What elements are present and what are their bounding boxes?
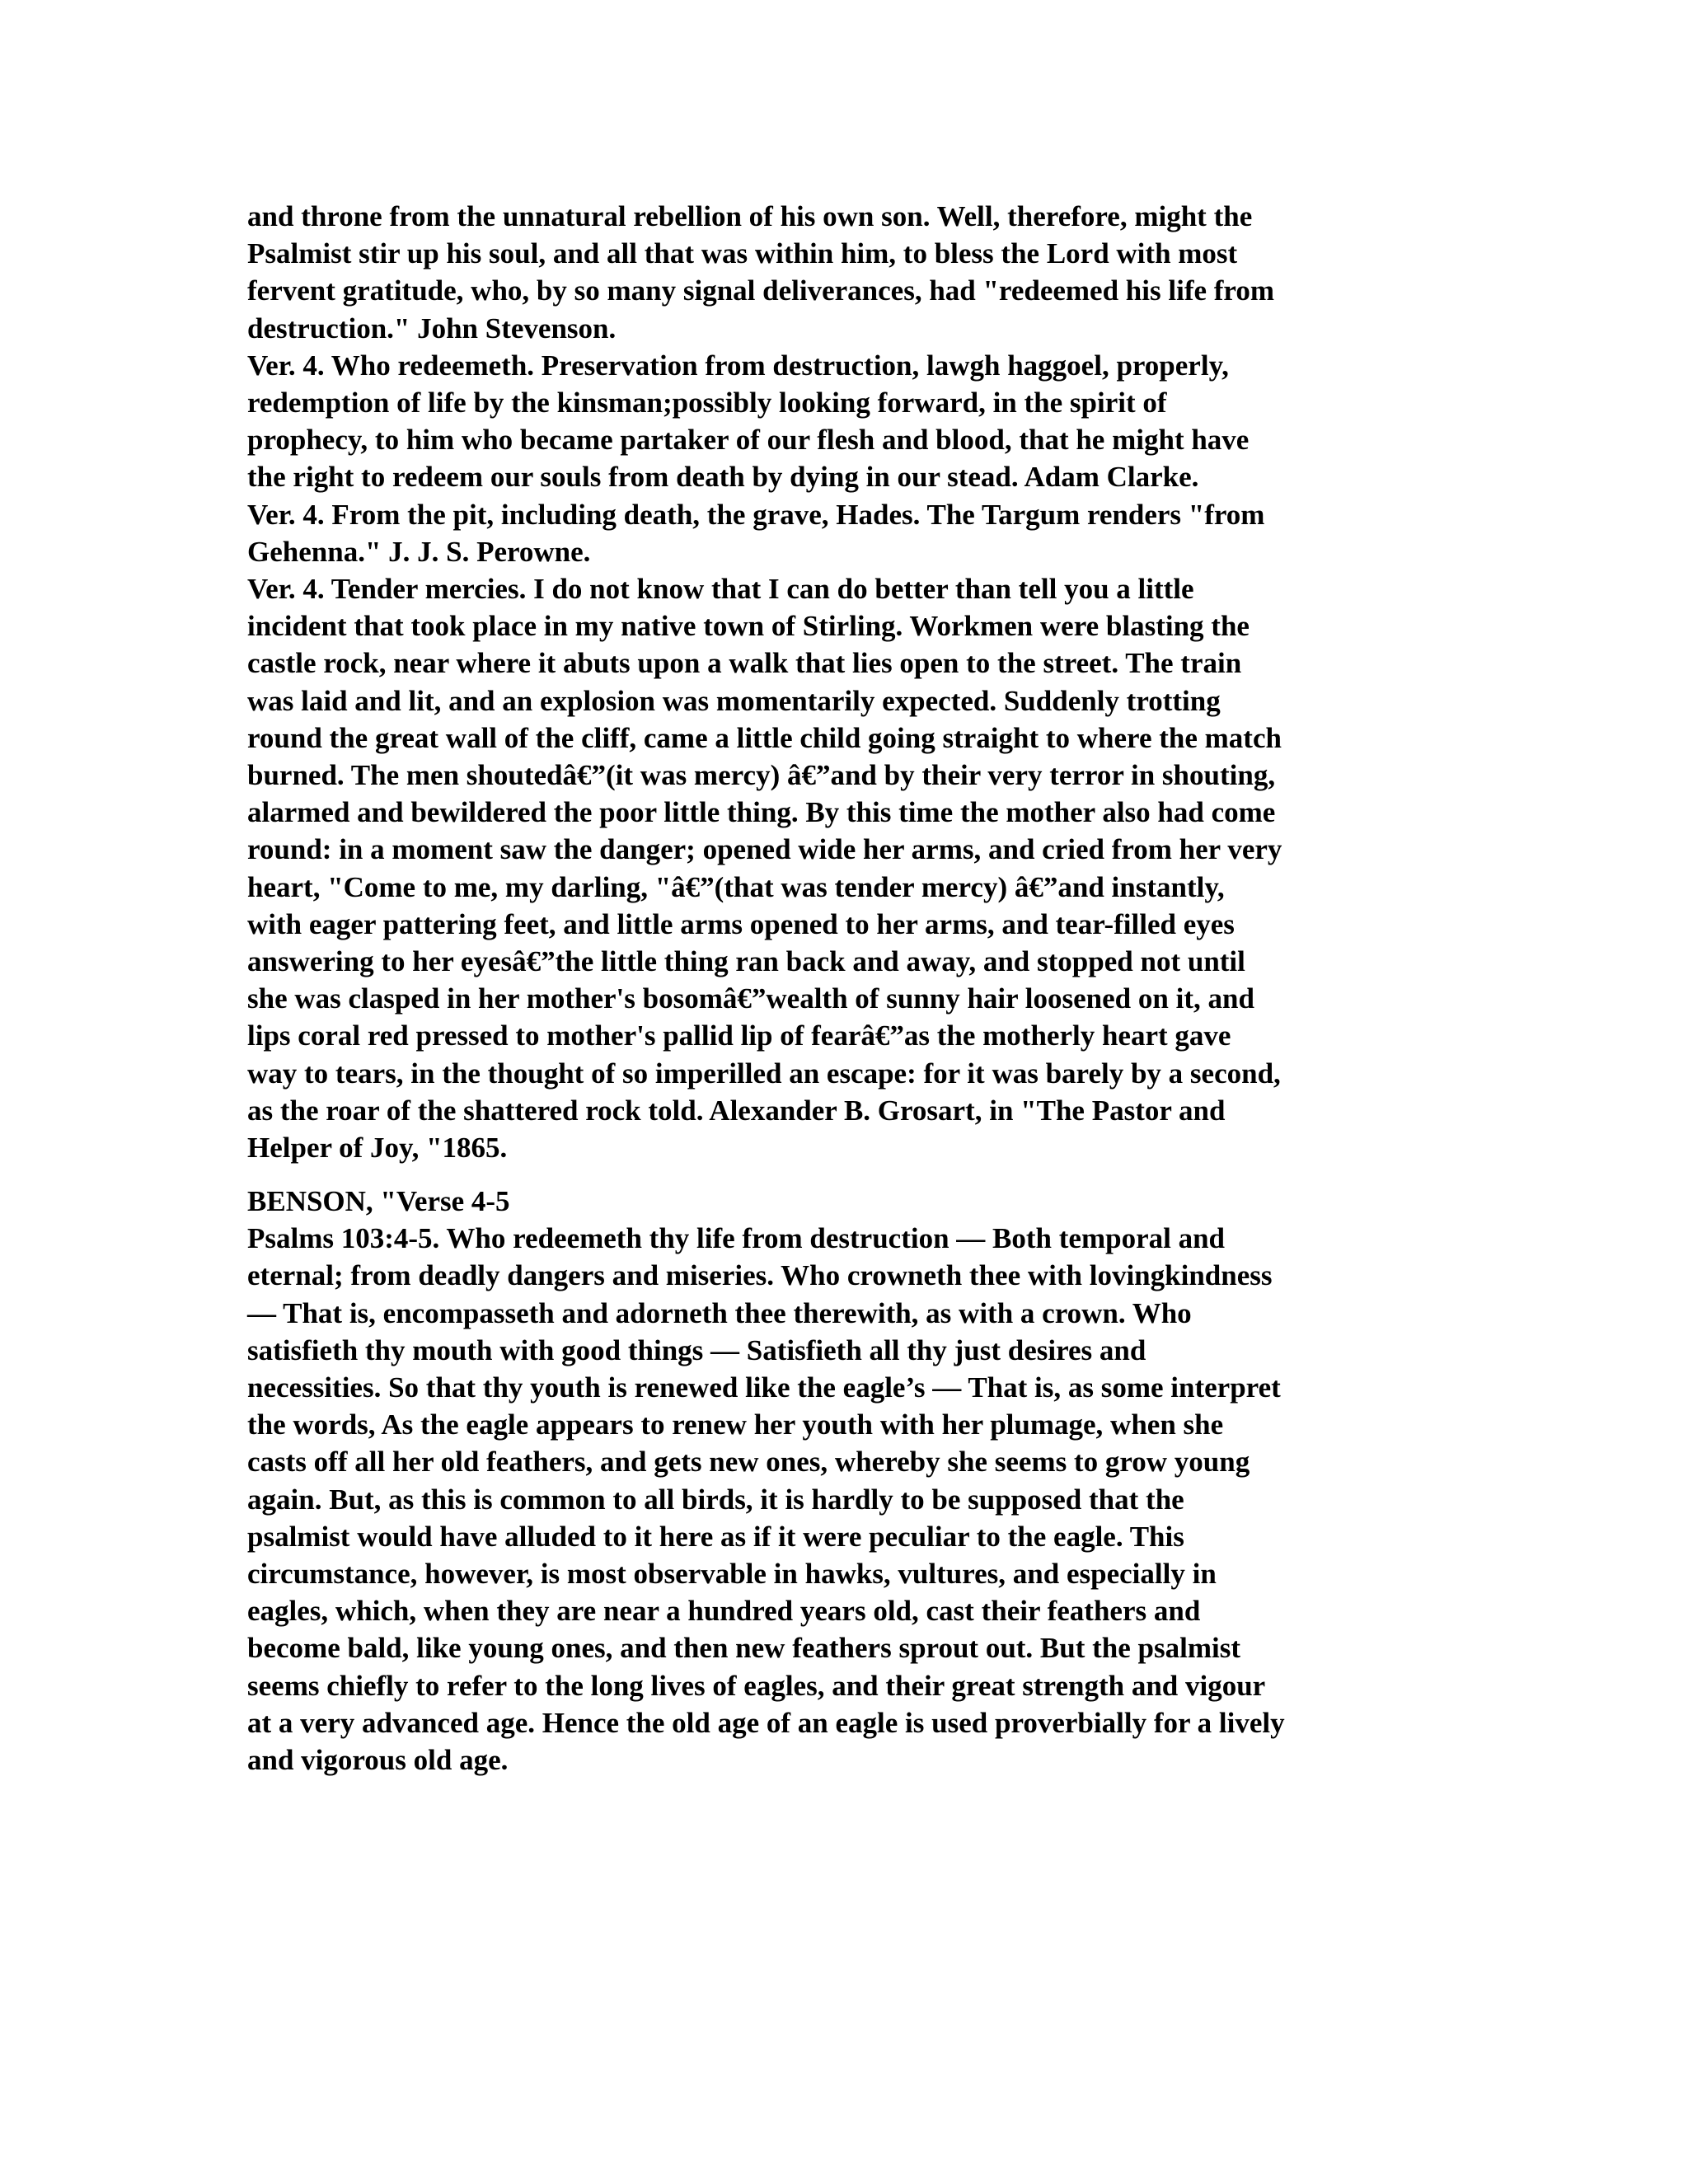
text-line: alarmed and bewildered the poor little thing. By this time the mother also had come xyxy=(247,796,1276,829)
text-line: seems chiefly to refer to the long lives of eagles, and their great strength and vigour xyxy=(247,1669,1266,1702)
text-line: castle rock, near where it abuts upon a walk that lies open to the street. The train xyxy=(247,647,1242,680)
text-line: Psalmist stir up his soul, and all that was within him, to bless the Lord with most xyxy=(247,237,1238,270)
text-block-commentary xyxy=(247,198,1441,1166)
text-line: BENSON, "Verse 4-5 xyxy=(247,1185,510,1217)
text-line: round the great wall of the cliff, came a little child going straight to where the match xyxy=(247,721,1282,754)
text-line: Ver. 4. Tender mercies. I do not know that I can do better than tell you a little xyxy=(247,573,1194,606)
text-line: Psalms 103:4-5. Who redeemeth thy life from destruction — Both temporal and xyxy=(247,1222,1226,1255)
text-line: redemption of life by the kinsman;possibly looking forward, in the spirit of xyxy=(247,387,1167,419)
text-line: circumstance, however, is most observable in hawks, vultures, and especially in xyxy=(247,1558,1217,1591)
text-block-benson xyxy=(247,1183,1441,1779)
text-line: burned. The men shoutedâ€”(it was mercy) â€”and by their very terror in shouting, xyxy=(247,759,1276,792)
text-line: necessities. So that thy youth is renewed like the eagle’s — That is, as some interpret xyxy=(247,1371,1281,1404)
text-line: fervent gratitude, who, by so many signal deliverances, had "redeemed his life from xyxy=(247,274,1274,307)
text-line: prophecy, to him who became partaker of our flesh and blood, that he might have xyxy=(247,424,1250,457)
text-line: Ver. 4. Who redeemeth. Preservation from destruction, lawgh haggoel, properly, xyxy=(247,349,1229,382)
text-line: satisfieth thy mouth with good things — Satisfieth all thy just desires and xyxy=(247,1333,1146,1366)
text-line: and vigorous old age. xyxy=(247,1744,509,1777)
text-line: eagles, which, when they are near a hundred years old, cast their feathers and xyxy=(247,1595,1201,1628)
text-line: incident that took place in my native town of Stirling. Workmen were blasting the xyxy=(247,610,1250,643)
text-line: with eager pattering feet, and little arms opened to her arms, and tear-filled eyes xyxy=(247,907,1235,940)
text-line: lips coral red pressed to mother's pallid lip of fearâ€”as the motherly heart gave xyxy=(247,1019,1231,1052)
text-line: Gehenna." J. J. S. Perowne. xyxy=(247,535,591,568)
text-line: was laid and lit, and an explosion was momentarily expected. Suddenly trotting xyxy=(247,684,1221,717)
text-line: way to tears, in the thought of so imperilled an escape: for it was barely by a second, xyxy=(247,1057,1281,1090)
text-line: psalmist would have alluded to it here as if it were peculiar to the eagle. This xyxy=(247,1520,1184,1553)
text-line: answering to her eyesâ€”the little thing ran back and away, and stopped not until xyxy=(247,945,1245,978)
text-line: become bald, like young ones, and then new feathers sprout out. But the psalmist xyxy=(247,1632,1241,1665)
text-line: again. But, as this is common to all birds, it is hardly to be supposed that the xyxy=(247,1483,1184,1516)
text-line: Ver. 4. From the pit, including death, the grave, Hades. The Targum renders "from xyxy=(247,498,1265,531)
text-line: heart, "Come to me, my darling, "â€”(that was tender mercy) â€”and instantly, xyxy=(247,870,1225,903)
text-line: the words, As the eagle appears to renew her youth with her plumage, when she xyxy=(247,1408,1224,1441)
text-line: destruction." John Stevenson. xyxy=(247,312,617,344)
text-line: round: in a moment saw the danger; opened wide her arms, and cried from her very xyxy=(247,833,1282,866)
text-line: she was clasped in her mother's bosomâ€”wealth of sunny hair loosened on it, and xyxy=(247,982,1254,1015)
text-line: Helper of Joy, "1865. xyxy=(247,1132,508,1165)
text-line: casts off all her old feathers, and gets new ones, whereby she seems to grow young xyxy=(247,1446,1250,1479)
text-line: eternal; from deadly dangers and miseries. Who crowneth thee with lovingkindness xyxy=(247,1259,1273,1292)
text-line: and throne from the unnatural rebellion of his own son. Well, therefore, might the xyxy=(247,200,1253,232)
text-line: the right to redeem our souls from death by dying in our stead. Adam Clarke. xyxy=(247,461,1199,494)
text-line: — That is, encompasseth and adorneth thee therewith, as with a crown. Who xyxy=(247,1296,1192,1329)
text-line: at a very advanced age. Hence the old age of an eagle is used proverbially for a lively xyxy=(247,1706,1285,1739)
text-line: as the roar of the shattered rock told. Alexander B. Grosart, in "The Pastor and xyxy=(247,1094,1226,1127)
